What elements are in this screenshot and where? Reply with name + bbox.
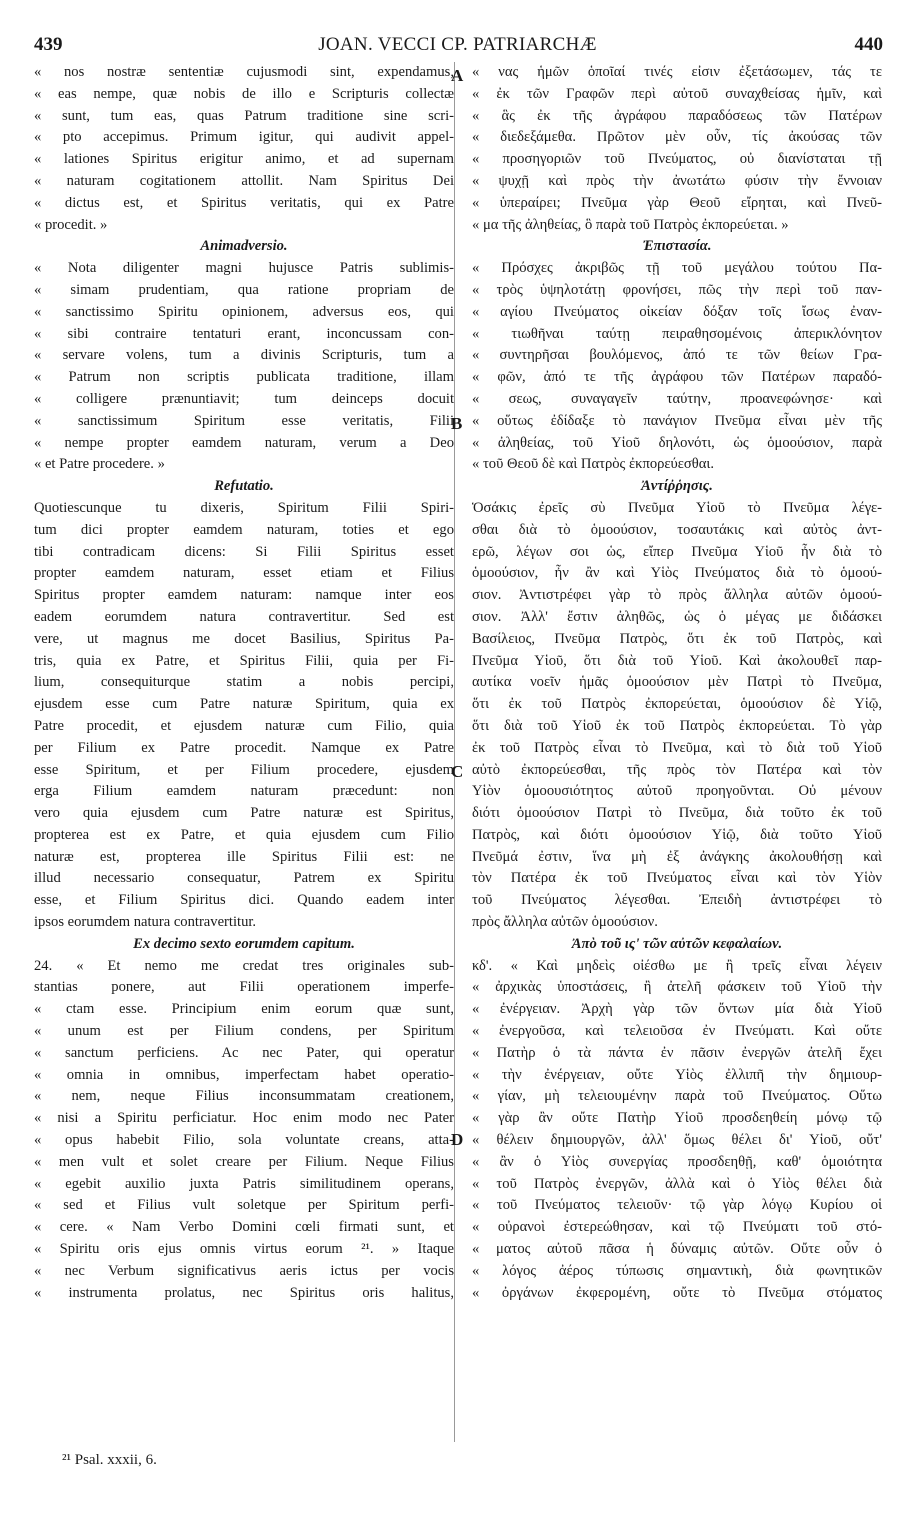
running-title: JOAN. VECCI CP. PATRIARCHÆ (318, 34, 597, 55)
text-line: « nos nostræ sententiæ cujusmodi sint, expendamus, (34, 64, 454, 80)
margin-letter-b: B (451, 414, 463, 433)
text-line: ερῶ, λέγων σοι ὡς, εἴπερ Πνεῦμα Υἱοῦ ἦν διὰ τὸ (472, 543, 882, 560)
text-line: σιον. Ἀντιστρέφει γὰρ τὸ πρὸς ἄλληλα αὐτῶν ὁμοού- (472, 587, 882, 604)
text-line: « sed et Filius vult soletque per Spiritum perfi- (34, 1197, 454, 1214)
text-line: « αγίου Πνεύματος οἰκείαν δόξαν τοῖς ἴσως ἐναν- (472, 303, 882, 320)
text-line: per Filium ex Patre procedit. Namque ex Patre (34, 739, 454, 756)
text-line: Patre procedit, et ejusdem naturæ cum Filio, quia (34, 717, 454, 734)
text-line: esse Spiritum, et per Filium procedere, ejusdem (34, 761, 454, 778)
text-line: « lationes Spiritus erigitur animo, et ad supernam (34, 151, 454, 168)
section-heading: Animadversio. (200, 238, 288, 255)
text-line: « διεδεξάμεθα. Πρῶτον μὲν οὖν, τίς ἀκούσας τῶν (472, 129, 882, 146)
text-line: stantias ponere, aut Filii operationem imperfe- (34, 979, 454, 996)
text-line: « θέλειν δημιουργῶν, ἀλλ' ὅμως θέλει δι' Υἱοῦ, οὔτ' (472, 1132, 882, 1149)
text-line: διότι ὁμοούσιον Πατρὶ τὸ Πνεῦμα, διὰ τοῦτο ἐκ τοῦ (472, 805, 882, 822)
text-line: « Patrum non scriptis publicata traditione, illam (34, 369, 454, 386)
text-line: « sanctum perficiens. Ac nec Pater, qui operatur (34, 1044, 454, 1061)
text-line: « γὰρ ἂν οὔτε Πατὴρ Υἱοῦ προσδεηθείη μόνῳ τῷ (472, 1110, 882, 1127)
text-line: ejusdem esse cum Patre naturæ Spiritum, quia ex (34, 696, 454, 713)
text-line: Πατρὸς, καὶ διότι ὁμοούσιον Υἱῷ, διὰ τοῦτο Υἱοῦ (472, 826, 882, 843)
text-line: « opus habebit Filio, sola voluntate creans, atta- (34, 1132, 454, 1149)
text-line: 24. « Et nemo me credat tres originales sub- (34, 957, 454, 974)
text-line: Ὁσάκις ἐρεῖς σὺ Πνεῦμα Υἱοῦ τὸ Πνεῦμα λέγε- (472, 499, 882, 516)
page-number-left: 439 (34, 34, 63, 55)
text-line: « naturam cogitationem attollit. Nam Spiritus Dei (34, 172, 454, 189)
text-line: « Πρόσχες ἀκριβῶς τῇ τοῦ μεγάλου τούτου Πα- (472, 260, 882, 277)
text-line: σθαι διὰ τὸ ὁμοούσιον, τοσαυτάκις καὶ αὐτὸς ἀντ- (472, 521, 882, 538)
text-line: « sanctissimum Spiritum esse veritatis, Filii (34, 412, 454, 429)
text-line: « φῶν, ἀπό τε τῆς ἀγράφου τῶν Πατέρων παραδό- (472, 369, 882, 386)
text-line: « Spiritu oris ejus omnis virtus eorum ²¹. » Itaque (34, 1241, 454, 1258)
text-line: « ἐνέργειαν. Ἀρχὴ γὰρ τῶν ὄντων μία διὰ Υἱοῦ (472, 1001, 882, 1018)
text-line: ipsos eorumdem natura contravertitur. (34, 914, 257, 931)
text-line: erga Filium eamdem naturam præcedunt: non (34, 783, 454, 800)
text-line: « οὕτως ἐδίδαξε τὸ πανάγιον Πνεῦμα εἶναι μὲν τῆς (472, 412, 882, 429)
text-line: ὅτι διὰ τοῦ Υἱοῦ ἐκ τοῦ Πατρὸς ἐκπορεύεται. Τὸ γὰρ (472, 717, 882, 734)
text-line: esse, et Filium Spiritus dici. Quando eadem inter (34, 892, 454, 909)
text-line: ὅτι ἐκ τοῦ Πατρὸς ἐκπορεύεται, ὁμοούσιον δὲ Υἱῷ, (472, 696, 882, 713)
text-line: τὸν Πατέρα ἐκ τοῦ Πνεύματος εἶναι καὶ τὸν Υἱὸν (472, 870, 882, 887)
text-line: Υἱὸν ὁμοουσιότητος αὐτοῦ προηγοῦνται. Οὐ μένουν (472, 783, 882, 800)
text-line: eadem eorumdem natura contravertitur. Sed est (34, 608, 454, 625)
text-line: τοῦ Πνεύματος λέγεσθαι. Ἐπειδὴ ἀντιστρέφει τὸ (472, 892, 882, 909)
margin-letter-a: A (451, 66, 464, 85)
text-line: « colligere prænuntiavit; tum deinceps docuit (34, 390, 454, 407)
text-line: « sibi contraire tentaturi erant, inconcussam con- (34, 325, 454, 342)
text-line: « sanctissimo Spiritu opinionem, adversus eos, qui (34, 303, 454, 320)
text-line: propter eamdem naturam, esset etiam et Filius (34, 565, 454, 582)
text-line: « sunt, tum eas, quas Patrum traditione sine scri- (34, 107, 454, 124)
greek-column (472, 62, 882, 1304)
text-line: σιον. Ἀλλ' ἔστιν ἀληθῶς, ὡς ὁ μέγας με διδάσκει (472, 608, 882, 625)
text-line: « pto accepimus. Primum igitur, qui audivit appel- (34, 129, 454, 146)
section-heading: Refutatio. (214, 478, 274, 495)
text-line: « ματος αὐτοῦ πᾶσα ἡ δύναμις αὐτῶν. Οὔτε οὖν ὁ (472, 1241, 882, 1258)
section-heading: Ἀπὸ τοῦ ις' τῶν αὐτῶν κεφαλαίων. (571, 935, 783, 952)
section-heading: Ἐπιστασία. (642, 238, 712, 255)
text-line: naturæ est, propterea ille Spiritus Filii est: ne (34, 848, 454, 865)
text-line: « ἀληθείας, τοῦ Υἱοῦ δηλονότι, ὡς ὁμοούσιον, παρὰ (472, 434, 882, 451)
text-line: « ctam esse. Principium enim eorum quæ sunt, (34, 1001, 454, 1018)
page-number-right: 440 (854, 34, 883, 55)
text-line: « τοῦ Θεοῦ δὲ καὶ Πατρὸς ἐκπορεύεσθαι. (472, 456, 714, 473)
latin-column (34, 62, 454, 1304)
text-line: « instrumenta prolatus, nec Spiritus oris halitus, (34, 1284, 454, 1301)
text-line: Πνεῦμα Υἱοῦ, ὅτι διὰ τοῦ Υἱοῦ. Καὶ ἀκολουθεῖ παρ- (472, 652, 882, 669)
text-line: « ψυχῇ καὶ πρὸς τὴν ἀνωτάτω φύσιν τὴν ἔννοιαν (472, 172, 882, 189)
text-line: Βασίλειος, Πνεῦμα Πατρὸς, ὅτι ἐκ τοῦ Πατρὸς, καὶ (472, 630, 882, 647)
page-header (0, 0, 915, 62)
text-line: « men vult et solet creare per Filium. Neque Filius (34, 1153, 454, 1170)
text-line: lium, consequiturque statim a nobis percipi, (34, 674, 454, 691)
text-line: « unum est per Filium condens, per Spiritum (34, 1023, 454, 1040)
text-line: Quotiescunque tu dixeris, Spiritum Filii Spiri- (34, 499, 454, 516)
text-line: vere, ut magnus me docet Basilius, Spiritus Pa- (34, 630, 454, 647)
text-line: « eas nempe, quæ nobis de illo e Scripturis collectæ (34, 85, 454, 102)
footnote: ²¹ Psal. xxxii, 6. (62, 1452, 157, 1468)
text-line: πρὸς ἄλληλα αὐτῶν ὁμοούσιον. (472, 914, 658, 931)
text-line: « τιωθῆναι ταύτῃ πειραθησομένοις ἀπερικλόνητον (472, 325, 882, 342)
text-line: « τρὸς ὑψηλοτάτῃ φρονήσει, πῶς τὴν περὶ τοῦ παν- (472, 281, 882, 298)
text-line: « λόγος ἀέρος τύπωσις σημαντικὴ, διὰ φωνητικῶν (472, 1262, 882, 1279)
text-line: αὐτὸ ἐκπορεύεσθαι, τῆς πρὸς τὸν Πατέρα καὶ τὸν (472, 761, 882, 778)
text-line: propterea est ex Patre, et quia ejusdem cum Filio (34, 826, 454, 843)
text-line: « omnia in omnibus, imperfectam habet operatio- (34, 1066, 454, 1083)
text-line: « ὑπεραίρει; Πνεῦμα γὰρ Θεοῦ εἴρηται, καὶ Πνεῦ- (472, 194, 882, 211)
text-line: « nec Verbum significativus aeris ictus per vocis (34, 1262, 454, 1279)
text-line: « προσηγοριῶν τοῦ Πνεύματος, οὐ διανίσταται τῇ (472, 151, 882, 168)
text-line: « nisi a Spiritu perficiatur. Hoc enim modo nec Pater (34, 1110, 454, 1127)
text-line: « Nota diligenter magni hujusce Patris sublimis- (34, 260, 454, 277)
text-line: « nempe propter eamdem naturam, verum a Deo (34, 434, 454, 451)
text-line: « Πατὴρ ὁ τὰ πάντα ἐν πᾶσιν ἐνεργῶν ἀτελῆ ἔχει (472, 1044, 882, 1061)
column-divider (454, 62, 455, 1442)
text-line: ὁμοούσιον, ἦν ἂν καὶ Υἱὸς Πνεύματος διὰ τὸ ὁμοού- (472, 565, 882, 582)
section-heading: Ex decimo sexto eorumdem capitum. (133, 935, 355, 952)
text-line: « procedit. » (34, 216, 108, 233)
text-line: « οὐρανοὶ ἐστερεώθησαν, καὶ τῷ Πνεύματι τοῦ στό- (472, 1219, 882, 1236)
text-line: « τοῦ Πνεύματος τελειοῦν· τῷ γὰρ λόγῳ Κυρίου οἱ (472, 1197, 882, 1214)
text-line: tibi contradicam dicens: Si Filii Spiritus esset (34, 543, 454, 560)
text-line: tris, quia ex Patre, et Spiritus Filii, quia per Fi- (34, 652, 454, 669)
text-line: « ὀργάνων ἐκφερομένη, οὔτε τὸ Πνεῦμα στόματος (472, 1284, 882, 1301)
margin-letter-c: C (451, 762, 464, 781)
text-line: Πνεῦμά ἐστιν, ἵνα μὴ ἐξ ἀνάγκης ἀκολουθήσῃ καὶ (472, 848, 882, 865)
text-line: « γίαν, μὴ τελειουμένην παρὰ τοῦ Πνεύματος. Οὕτω (472, 1088, 882, 1105)
text-line: αυτίκα νοεῖν ἡμᾶς ὁμοούσιον μὲν Πατρὶ τὸ Πνεῦμα, (472, 674, 882, 691)
text-line: vero quia ejusdem cum Patre naturæ est Spiritus, (34, 805, 454, 822)
text-line: « μα τῆς ἀληθείας, ὃ παρὰ τοῦ Πατρὸς ἐκπορεύεται. » (472, 216, 789, 233)
text-line: « νας ἡμῶν ὁποῖαί τινές εἰσιν ἐξετάσωμεν, τάς τε (472, 64, 882, 80)
text-line: « simam prudentiam, qua ratione propriam de (34, 281, 454, 298)
text-line: Spiritus propter eamdem naturam: namque inter eos (34, 587, 454, 604)
text-line: « ἀρχικὰς ὑποστάσεις, ἢ ἀτελῆ φάσκειν τοῦ Υἱοῦ τὴν (472, 979, 882, 996)
text-line: « ἐκ τῶν Γραφῶν περὶ αὐτοῦ συναχθείσας ἡμῖν, καὶ (472, 85, 882, 102)
text-line: « σεως, συναγαγεῖν ταύτην, προανεφώνησε· καὶ (472, 390, 882, 407)
text-line: « cere. « Nam Verbo Domini cœli firmati sunt, et (34, 1219, 454, 1236)
text-line: illud necessario consequatur, Patrem ex Spiritu (34, 870, 454, 887)
text-line: « τοῦ Πατρὸς ἐνεργῶν, ἀλλὰ καὶ ὁ Υἱὸς θέλει διὰ (472, 1175, 882, 1192)
text-line: « ἃς ἐκ τῆς ἀγράφου παραδόσεως τῶν Πατέρων (472, 107, 882, 124)
text-line: « nem, neque Filius inconsummatam creationem, (34, 1088, 454, 1105)
section-heading: Ἀντίῤῥησις. (641, 478, 713, 495)
text-line: κδ'. « Καὶ μηδεὶς οἰέσθω με ἢ τρεῖς εἶναι λέγειν (472, 957, 882, 974)
text-line: « συντηρῆσαι βουλόμενος, ἀπό τε τῶν θείων Γρα- (472, 347, 882, 364)
text-line: tum dici propter eamdem naturam, toties et ego (34, 521, 454, 538)
text-line: « τὴν ἐνέργειαν, οὔτε Υἱὸς ἐλλιπῆ τὴν δημιουρ- (472, 1066, 882, 1083)
text-line: « ἂν ὁ Υἱὸς συνεργίας προσδεηθῇ, καθ' ὁμοιότητα (472, 1153, 882, 1170)
text-line: « egebit auxilio juxta Patris similitudinem operans, (34, 1175, 454, 1192)
text-line: « servare volens, tum a divinis Scripturis, tum a (34, 347, 454, 364)
text-line: « ἐνεργοῦσα, καὶ τελειοῦσα ἐν Πνεύματι. Καὶ οὔτε (472, 1023, 882, 1040)
margin-letter-d: D (451, 1130, 464, 1149)
text-line: « dictus est, et Spiritus veritatis, qui ex Patre (34, 194, 454, 211)
text-line: ἐκ τοῦ Πατρὸς εἶναι τὸ Πνεῦμα, καὶ τὸ διὰ τοῦ Υἱοῦ (472, 739, 882, 756)
text-line: « et Patre procedere. » (34, 456, 165, 473)
